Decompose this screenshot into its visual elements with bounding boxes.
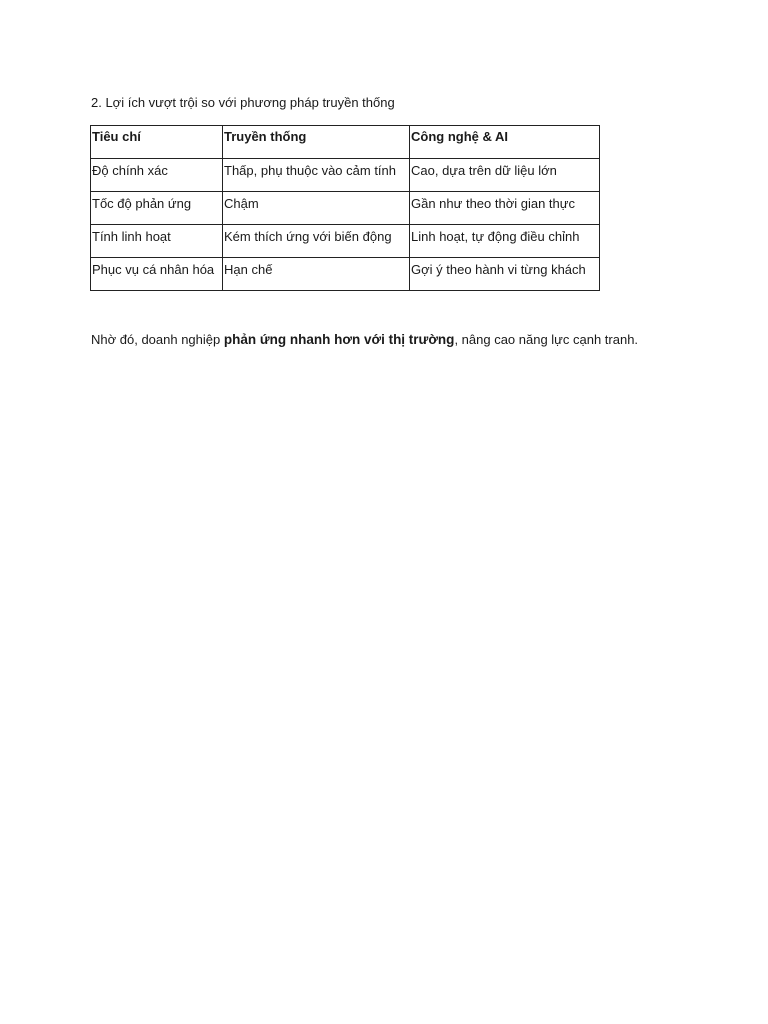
table-cell: Kém thích ứng với biến động	[223, 225, 410, 258]
table-cell: Chậm	[223, 192, 410, 225]
conclusion-paragraph	[91, 331, 638, 349]
table-cell: Linh hoạt, tự động điều chỉnh	[410, 225, 600, 258]
comparison-table	[90, 125, 600, 291]
table-row	[91, 192, 600, 225]
section-heading: 2. Lợi ích vượt trội so với phương pháp truyền thống	[91, 95, 395, 110]
table-cell: Gợi ý theo hành vi từng khách	[410, 258, 600, 291]
table-row	[91, 225, 600, 258]
table-row	[91, 159, 600, 192]
table-cell: Hạn chế	[223, 258, 410, 291]
table-cell: Tốc độ phản ứng	[91, 192, 223, 225]
table-cell: Tính linh hoạt	[91, 225, 223, 258]
paragraph-bold-text: phản ứng nhanh hơn với thị trường	[223, 332, 455, 347]
paragraph-text-after: , nâng cao năng lực cạnh tranh.	[454, 332, 639, 347]
table-cell: Phục vụ cá nhân hóa	[91, 258, 223, 291]
table-cell: Gần như theo thời gian thực	[410, 192, 600, 225]
table-cell: Cao, dựa trên dữ liệu lớn	[410, 159, 600, 192]
table-row	[91, 258, 600, 291]
paragraph-text-before: Nhờ đó, doanh nghiệp	[91, 332, 224, 347]
table-cell: Thấp, phụ thuộc vào cảm tính	[223, 159, 410, 192]
header-tech-ai: Công nghệ & AI	[410, 126, 600, 159]
table-cell: Độ chính xác	[91, 159, 223, 192]
table-header-row	[91, 126, 600, 159]
header-traditional: Truyền thống	[223, 126, 410, 159]
header-criteria: Tiêu chí	[91, 126, 223, 159]
